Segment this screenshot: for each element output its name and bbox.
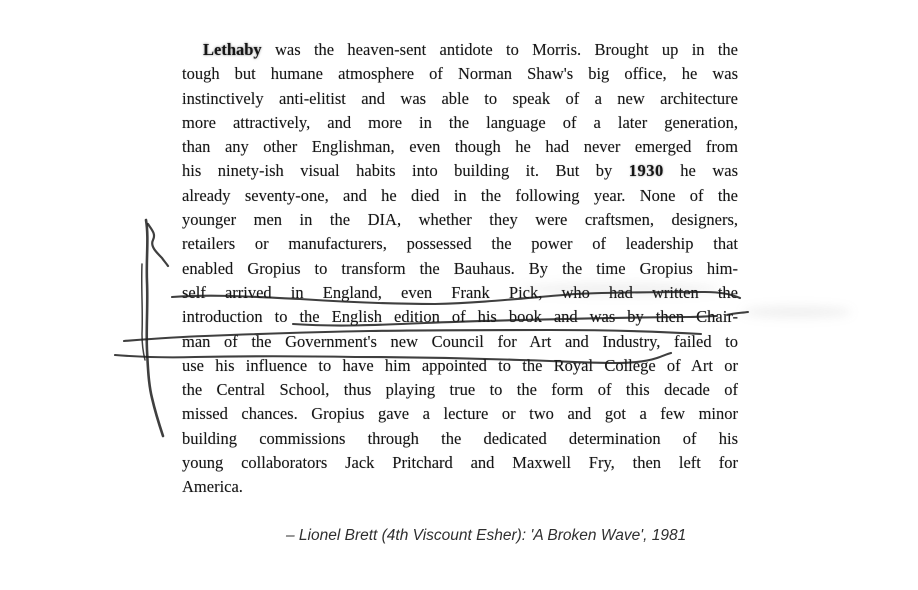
text-line: America. xyxy=(182,477,243,497)
text-line-struck: self arrived in England, even Frank Pick, who had written the xyxy=(182,282,738,302)
text-line-struck: introduction to the English edition of his book and was by then Chair- xyxy=(182,307,738,327)
text-line: the Central School, thus playing true to the form of this decade of xyxy=(182,380,738,400)
text-line-post: he was xyxy=(663,161,738,181)
margin-vertical-line-flag xyxy=(148,224,168,266)
text-line-rest: was the heaven-sent antidote to Morris. Brought up in the xyxy=(261,40,738,59)
margin-vertical-line-double xyxy=(142,264,145,360)
scan-smudge xyxy=(520,283,720,295)
text-line: retailers or manufacturers, possessed the power of leadership that xyxy=(182,234,738,254)
text-line: use his influence to have him appointed to the Royal College of Art or xyxy=(182,355,738,375)
text-line: than any other Englishman, even though he had never emerged from xyxy=(182,137,738,157)
text-line: building commissions through the dedicated determination of his xyxy=(182,428,738,448)
text-line xyxy=(182,159,738,183)
text-line xyxy=(182,38,738,62)
scan-smudge xyxy=(742,306,852,318)
text-line: younger men in the DIA, whether they were craftsmen, designers, xyxy=(182,210,738,230)
text-line: enabled Gropius to transform the Bauhaus. By the time Gropius him- xyxy=(182,258,738,278)
attribution-line: – Lionel Brett (4th Viscount Esher): 'A Broken Wave', 1981 xyxy=(286,527,687,544)
excerpt-paragraph xyxy=(182,38,738,500)
text-line: tough but humane atmosphere of Norman Shaw's big office, he was xyxy=(182,64,738,84)
text-line-pre: his ninety-ish visual habits into building it. But by xyxy=(182,161,629,181)
text-line: more attractively, and more in the language of a later generation, xyxy=(182,112,738,132)
text-line: missed chances. Gropius gave a lecture or two and got a few minor xyxy=(182,404,738,424)
margin-vertical-line xyxy=(146,220,163,436)
word-lethaby: Lethaby xyxy=(203,40,262,59)
text-line: instinctively anti-elitist and was able to speak of a new architecture xyxy=(182,88,738,108)
text-line: young collaborators Jack Pritchard and Maxwell Fry, then left for xyxy=(182,453,738,473)
text-line-struck: man of the Government's new Council for Art and Industry, failed to xyxy=(182,331,738,351)
year-1930: 1930 xyxy=(628,161,664,181)
text-line: already seventy-one, and he died in the following year. None of the xyxy=(182,185,738,205)
